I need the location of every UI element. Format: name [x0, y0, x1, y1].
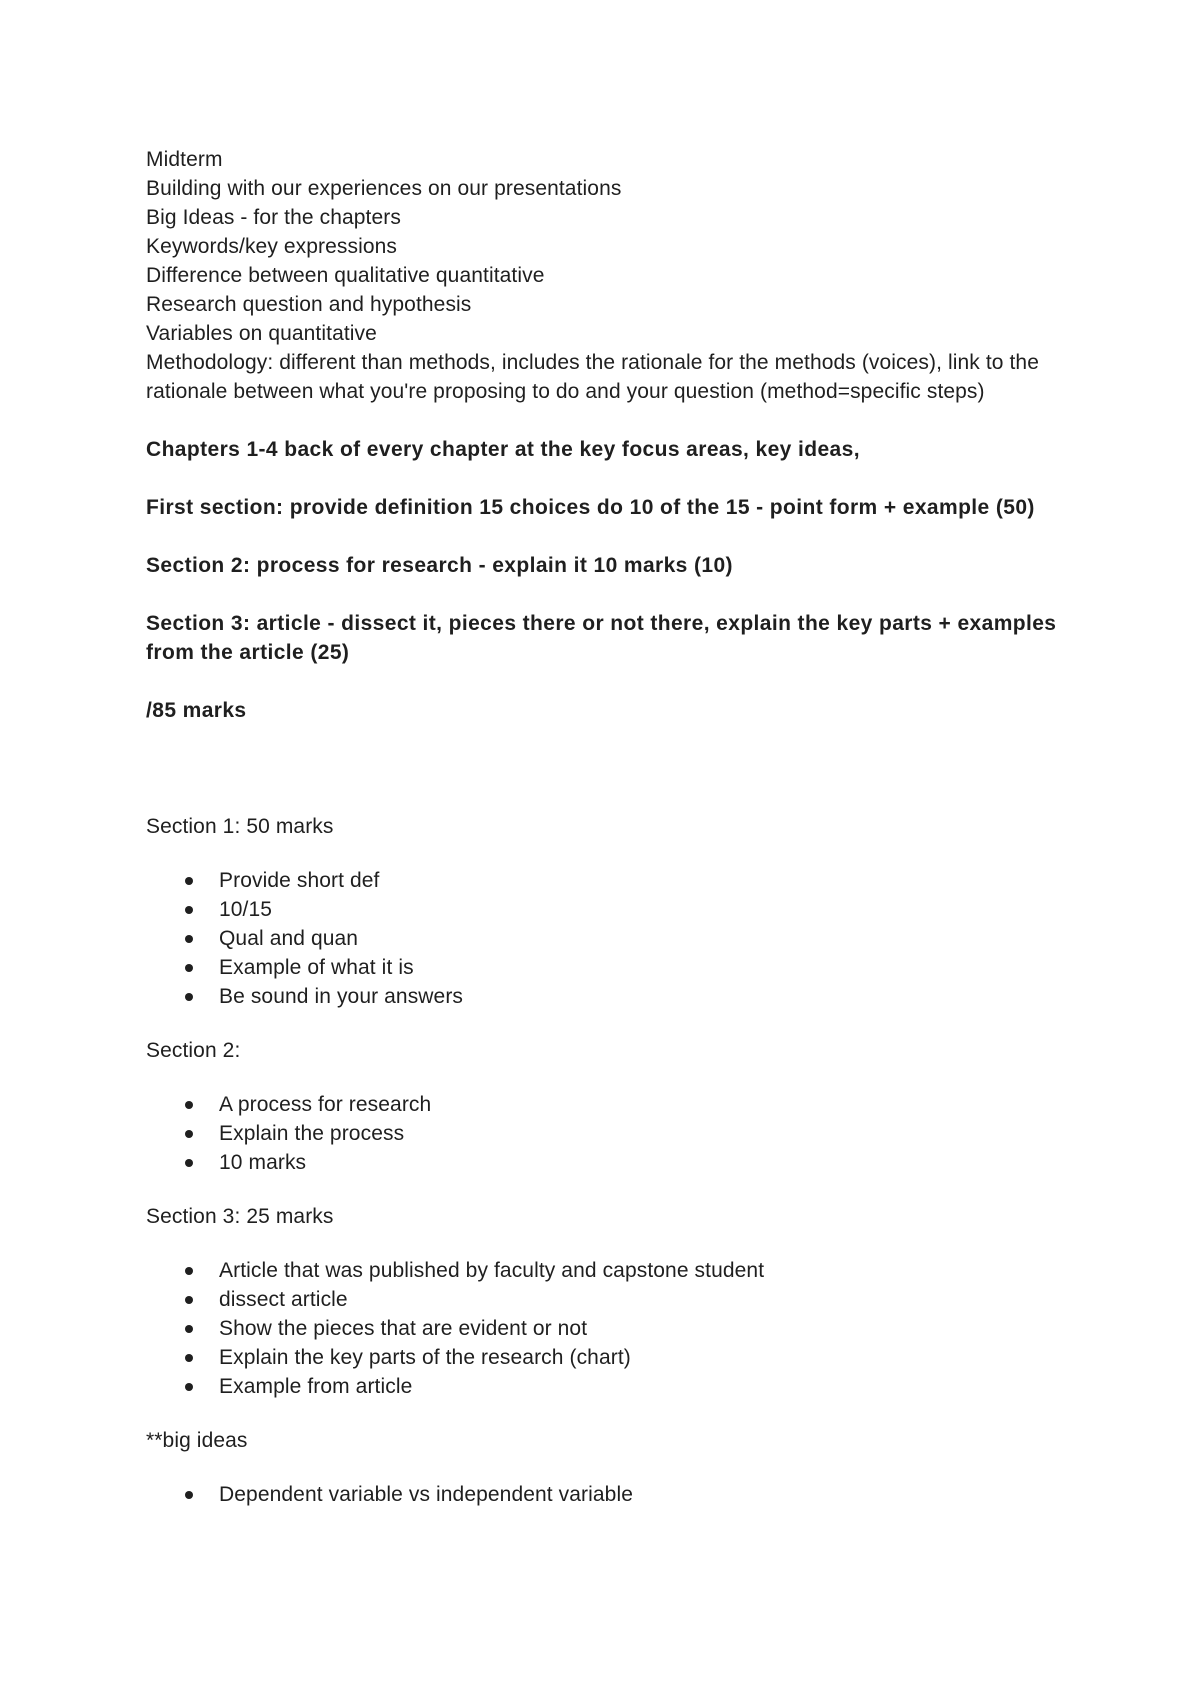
bullet-icon [185, 1130, 193, 1138]
bullet-icon [185, 1267, 193, 1275]
section-heading: **big ideas [146, 1429, 248, 1452]
list-item [146, 1148, 1066, 1177]
methodology-line: Methodology: different than methods, includes the rationale for the methods (voices), link to the rationale between what you're proposing to do and your question (method=specific steps) [146, 351, 1039, 403]
bullet-list [146, 1480, 1066, 1509]
spacer [146, 1011, 1066, 1036]
bullet-icon [185, 1491, 193, 1499]
list-item-text: Dependent variable vs independent variable [219, 1483, 633, 1506]
list-item [146, 1285, 1066, 1314]
bullet-icon [185, 906, 193, 914]
bullet-icon [185, 1354, 193, 1362]
section2-note: Section 2: process for research - explain it 10 marks (10) [146, 554, 733, 577]
list-item-text: Be sound in your answers [219, 985, 464, 1008]
spacer [146, 725, 1066, 812]
bullet-icon [185, 877, 193, 885]
list-item-text: Article that was published by faculty and capstone student [219, 1259, 765, 1282]
bullet-icon [185, 993, 193, 1001]
bullet-list [146, 866, 1066, 1011]
section-heading: Section 2: [146, 1039, 241, 1062]
list-item-text: dissect article [219, 1288, 348, 1311]
first-section-note: First section: provide definition 15 choices do 10 of the 15 - point form + example (50) [146, 496, 1035, 519]
list-item-text: Show the pieces that are evident or not [219, 1317, 588, 1340]
list-item [146, 1314, 1066, 1343]
list-item-text: A process for research [219, 1093, 432, 1116]
spacer [146, 1177, 1066, 1202]
bullet-icon [185, 935, 193, 943]
spacer [146, 464, 1066, 493]
spacer [146, 1401, 1066, 1426]
spacer [146, 1231, 1066, 1256]
bullet-icon [185, 964, 193, 972]
list-item-text: Provide short def [219, 869, 380, 892]
bullet-icon [185, 1101, 193, 1109]
intro-line: Difference between qualitative quantitative [146, 264, 545, 287]
list-item-text: Example from article [219, 1375, 413, 1398]
list-item-text: Explain the process [219, 1122, 405, 1145]
list-item-text: Qual and quan [219, 927, 359, 950]
section3-note: Section 3: article - dissect it, pieces there or not there, explain the key parts + examples from the article (25) [146, 612, 1057, 664]
chapters-note: Chapters 1-4 back of every chapter at the key focus areas, key ideas, [146, 438, 860, 461]
list-item [146, 982, 1066, 1011]
list-item [146, 866, 1066, 895]
list-item [146, 1372, 1066, 1401]
intro-line: Building with our experiences on our presentations [146, 177, 622, 200]
bullet-list [146, 1090, 1066, 1177]
spacer [146, 406, 1066, 435]
spacer [146, 667, 1066, 696]
section-heading: Section 3: 25 marks [146, 1205, 334, 1228]
list-item [146, 1090, 1066, 1119]
bullet-list [146, 1256, 1066, 1401]
spacer [146, 580, 1066, 609]
list-item [146, 924, 1066, 953]
bullet-icon [185, 1325, 193, 1333]
list-item [146, 1480, 1066, 1509]
list-item [146, 1256, 1066, 1285]
list-item-text: 10 marks [219, 1151, 307, 1174]
list-item [146, 953, 1066, 982]
intro-line: Big Ideas - for the chapters [146, 206, 401, 229]
bullet-icon [185, 1159, 193, 1167]
list-item-text: Explain the key parts of the research (chart) [219, 1346, 631, 1369]
list-item-text: Example of what it is [219, 956, 414, 979]
list-item-text: 10/15 [219, 898, 273, 921]
spacer [146, 1065, 1066, 1090]
bullet-icon [185, 1383, 193, 1391]
spacer [146, 841, 1066, 866]
section-heading: Section 1: 50 marks [146, 815, 334, 838]
list-item [146, 895, 1066, 924]
intro-line: Variables on quantitative [146, 322, 377, 345]
doc-title: Midterm [146, 148, 223, 171]
bullet-icon [185, 1296, 193, 1304]
spacer [146, 1455, 1066, 1480]
total-marks: /85 marks [146, 699, 247, 722]
intro-line: Keywords/key expressions [146, 235, 398, 258]
list-item [146, 1343, 1066, 1372]
intro-line: Research question and hypothesis [146, 293, 472, 316]
spacer [146, 522, 1066, 551]
list-item [146, 1119, 1066, 1148]
document-page [146, 145, 1066, 1509]
